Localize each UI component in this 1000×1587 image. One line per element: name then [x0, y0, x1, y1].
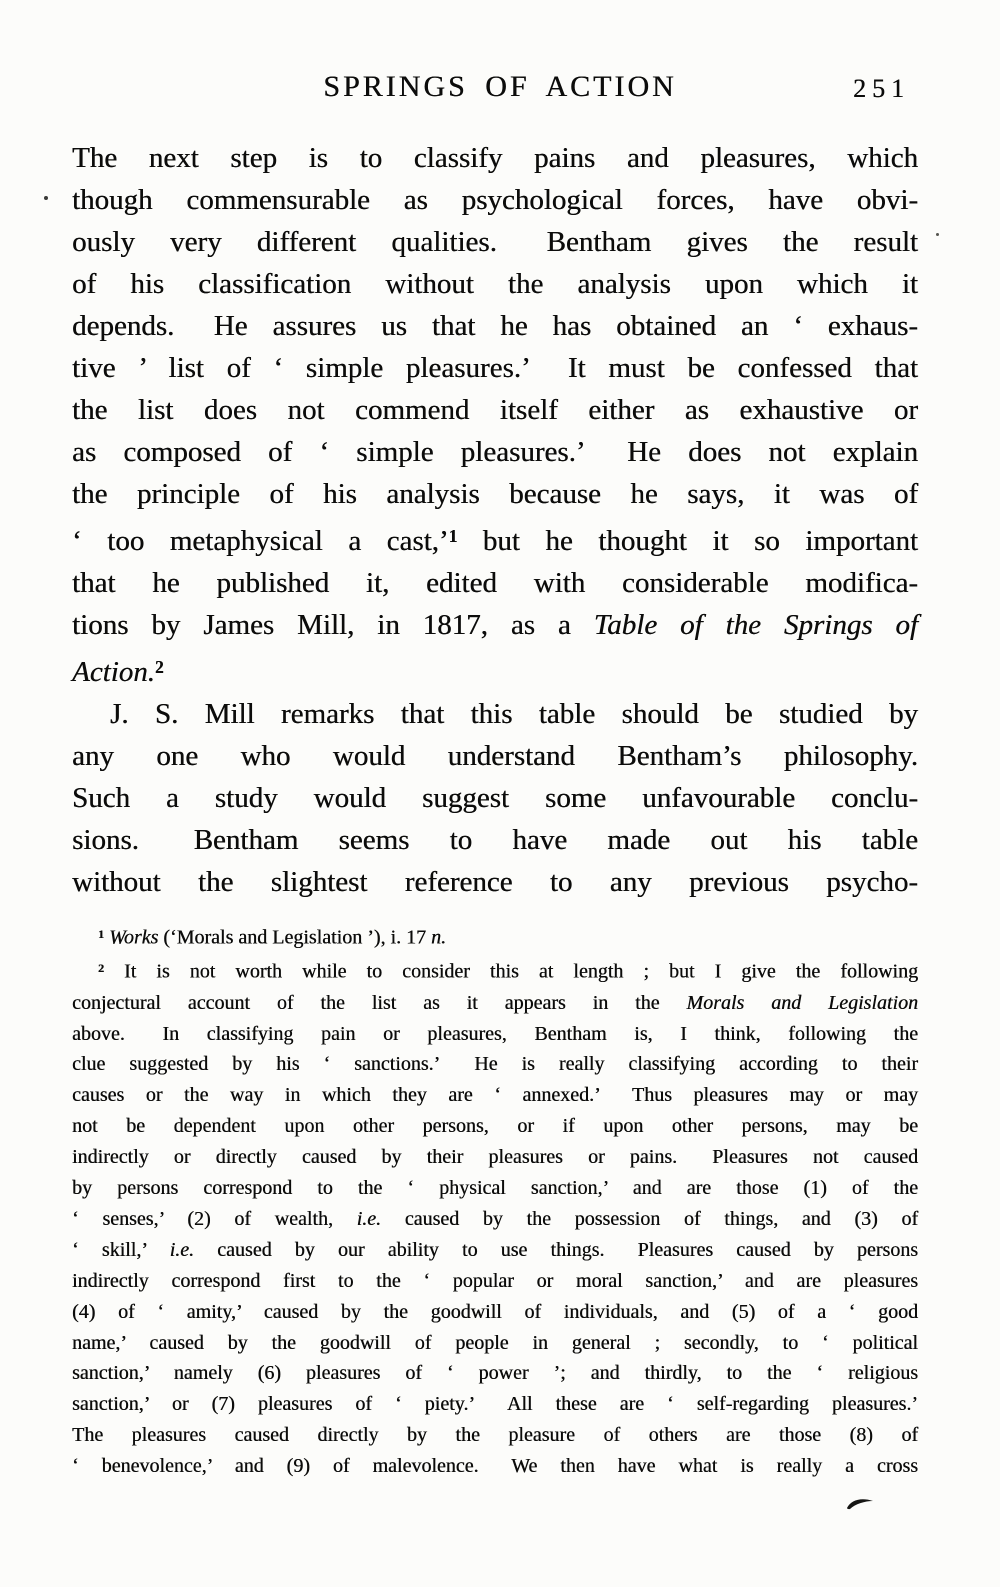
- text-line: [72, 1266, 918, 1297]
- text-segment: any one who would understand Bentham’s philosophy.: [72, 739, 918, 772]
- text-segment: sions. Bentham seems to have made out his table: [72, 823, 918, 856]
- text-line: [72, 1204, 918, 1235]
- text-segment: (4) of ‘ amity,’ caused by the goodwill of individuals, and (5) of a ‘ good: [72, 1300, 918, 1323]
- italic-text: n.: [431, 926, 446, 949]
- text-segment: above. In classifying pain or pleasures, Bentham is, I think, following the: [72, 1022, 918, 1045]
- italic-text: Table of the Springs of: [593, 608, 918, 641]
- text-segment: not be dependent upon other persons, or if upon other persons, may be: [72, 1115, 918, 1138]
- text-line: [72, 1111, 918, 1142]
- text-segment: the list does not commend itself either as exhaustive or: [72, 394, 918, 426]
- text-line: [72, 562, 918, 604]
- running-title: SPRINGS OF ACTION: [323, 70, 677, 103]
- text-segment: that he published it, edited with considerable modifica-: [72, 566, 918, 599]
- footnote-marker: 2: [98, 961, 104, 976]
- text-line: [72, 1328, 918, 1359]
- scan-speck: [44, 196, 48, 200]
- text-line: [72, 221, 918, 263]
- text-line: [72, 263, 918, 305]
- footnote-marker: 1: [98, 927, 104, 941]
- text-segment: ously very different qualities. Bentham gives the result: [72, 226, 918, 258]
- text-line: [72, 861, 918, 903]
- page-number: 251: [853, 74, 910, 103]
- text-segment: tive ’ list of ‘ simple pleasures.’ It must be confessed that: [72, 352, 918, 384]
- text-segment: Such a study would suggest some unfavourable conclu-: [72, 781, 918, 814]
- text-segment: ‘ senses,’ (2) of wealth,: [72, 1207, 357, 1230]
- text-line: [72, 389, 918, 431]
- italic-text: i.e.: [356, 1207, 382, 1230]
- scan-speck: [936, 233, 939, 236]
- text-segment: though commensurable as psychological forces, have obvi-: [72, 184, 918, 216]
- text-line: [72, 953, 918, 987]
- text-segment: but he thought it so important: [457, 524, 918, 557]
- text-line: [72, 735, 918, 777]
- text-segment: It is not worth while to consider this at length ; but I give the following: [104, 960, 918, 983]
- text-segment: caused by our ability to use things. Pleasures caused by persons: [194, 1238, 918, 1261]
- footnotes: [72, 919, 918, 1482]
- footnote-marker: 1: [448, 526, 458, 546]
- text-line: [72, 1080, 918, 1111]
- text-line: [72, 1049, 918, 1080]
- text-line: [72, 1019, 918, 1050]
- text-segment: J. S. Mill remarks that this table should be studied by: [110, 697, 918, 730]
- text-segment: the principle of his analysis because he says, it was of: [72, 478, 918, 510]
- footnote-1: [72, 919, 918, 953]
- text-segment: ‘ skill,’: [72, 1238, 170, 1261]
- text-line: [72, 1173, 918, 1204]
- text-segment: without the slightest reference to any previous psycho-: [72, 865, 918, 898]
- italic-text: i.e.: [169, 1238, 195, 1261]
- text-line: [72, 515, 918, 562]
- text-line: [72, 305, 918, 347]
- footnote-marker: 2: [154, 656, 164, 677]
- text-line: [72, 919, 918, 953]
- paragraph-2: [72, 693, 918, 903]
- text-segment: depends. He assures us that he has obtained an ‘ exhaus-: [72, 310, 918, 342]
- text-line: [72, 1142, 918, 1173]
- text-line: [72, 137, 918, 179]
- text-line: [72, 1451, 918, 1482]
- text-segment: The next step is to classify pains and pleasures, which: [72, 142, 918, 174]
- text-line: [72, 819, 918, 861]
- text-line: [72, 1235, 918, 1266]
- text-segment: sanction,’ namely (6) pleasures of ‘ power ’; and thirdly, to the ‘ religious: [72, 1362, 918, 1385]
- text-line: [72, 179, 918, 221]
- footnote-2: [72, 953, 918, 1482]
- text-line: [72, 431, 918, 473]
- text-line: [72, 347, 918, 389]
- text-segment: indirectly correspond first to the ‘ popular or moral sanction,’ and are pleasures: [72, 1269, 918, 1292]
- text-segment: tions by James Mill, in 1817, as a: [72, 608, 594, 641]
- text-segment: ‘ too metaphysical a cast,’: [72, 524, 449, 557]
- text-segment: causes or the way in which they are ‘ annexed.’ Thus pleasures may or may: [72, 1084, 918, 1107]
- text-segment: clue suggested by his ‘ sanctions.’ He is really classifying according to their: [72, 1053, 918, 1076]
- ink-smudge: [845, 1496, 875, 1512]
- text-segment: sanction,’ or (7) pleasures of ‘ piety.’ All these are ‘ self-regarding pleasures.’: [72, 1393, 918, 1416]
- text-segment: caused by the possession of things, and (3) of: [381, 1207, 918, 1230]
- text-segment: of his classification without the analysis upon which it: [72, 268, 918, 300]
- text-segment: conjectural account of the list as it appears in the: [72, 991, 687, 1014]
- text-line: [72, 1297, 918, 1328]
- italic-text: Works: [109, 926, 159, 949]
- italic-text: Morals and Legislation: [686, 991, 918, 1014]
- text-segment: The pleasures caused directly by the pleasure of others are those (8) of: [72, 1424, 918, 1447]
- text-line: [72, 646, 918, 693]
- text-line: [72, 1420, 918, 1451]
- text-segment: as composed of ‘ simple pleasures.’ He does not explain: [72, 436, 918, 468]
- text-segment: name,’ caused by the goodwill of people in general ; secondly, to ‘ political: [72, 1331, 918, 1354]
- text-segment: (‘Morals and Legislation ’), i. 17: [158, 926, 431, 949]
- page-header: [0, 70, 1000, 104]
- body-text: [72, 137, 918, 903]
- italic-text: Action.: [72, 655, 155, 688]
- text-line: [72, 777, 918, 819]
- text-line: [72, 604, 918, 646]
- text-line: [72, 1389, 918, 1420]
- text-line: [72, 1358, 918, 1389]
- text-line: [72, 988, 918, 1019]
- text-segment: ‘ benevolence,’ and (9) of malevolence. We then have what is really a cross: [72, 1455, 918, 1478]
- text-segment: indirectly or directly caused by their pleasures or pains. Pleasures not caused: [72, 1146, 918, 1169]
- text-line: [72, 473, 918, 515]
- text-segment: by persons correspond to the ‘ physical sanction,’ and are those (1) of the: [72, 1177, 918, 1200]
- text-line: [72, 693, 918, 735]
- paragraph-1: [72, 137, 918, 693]
